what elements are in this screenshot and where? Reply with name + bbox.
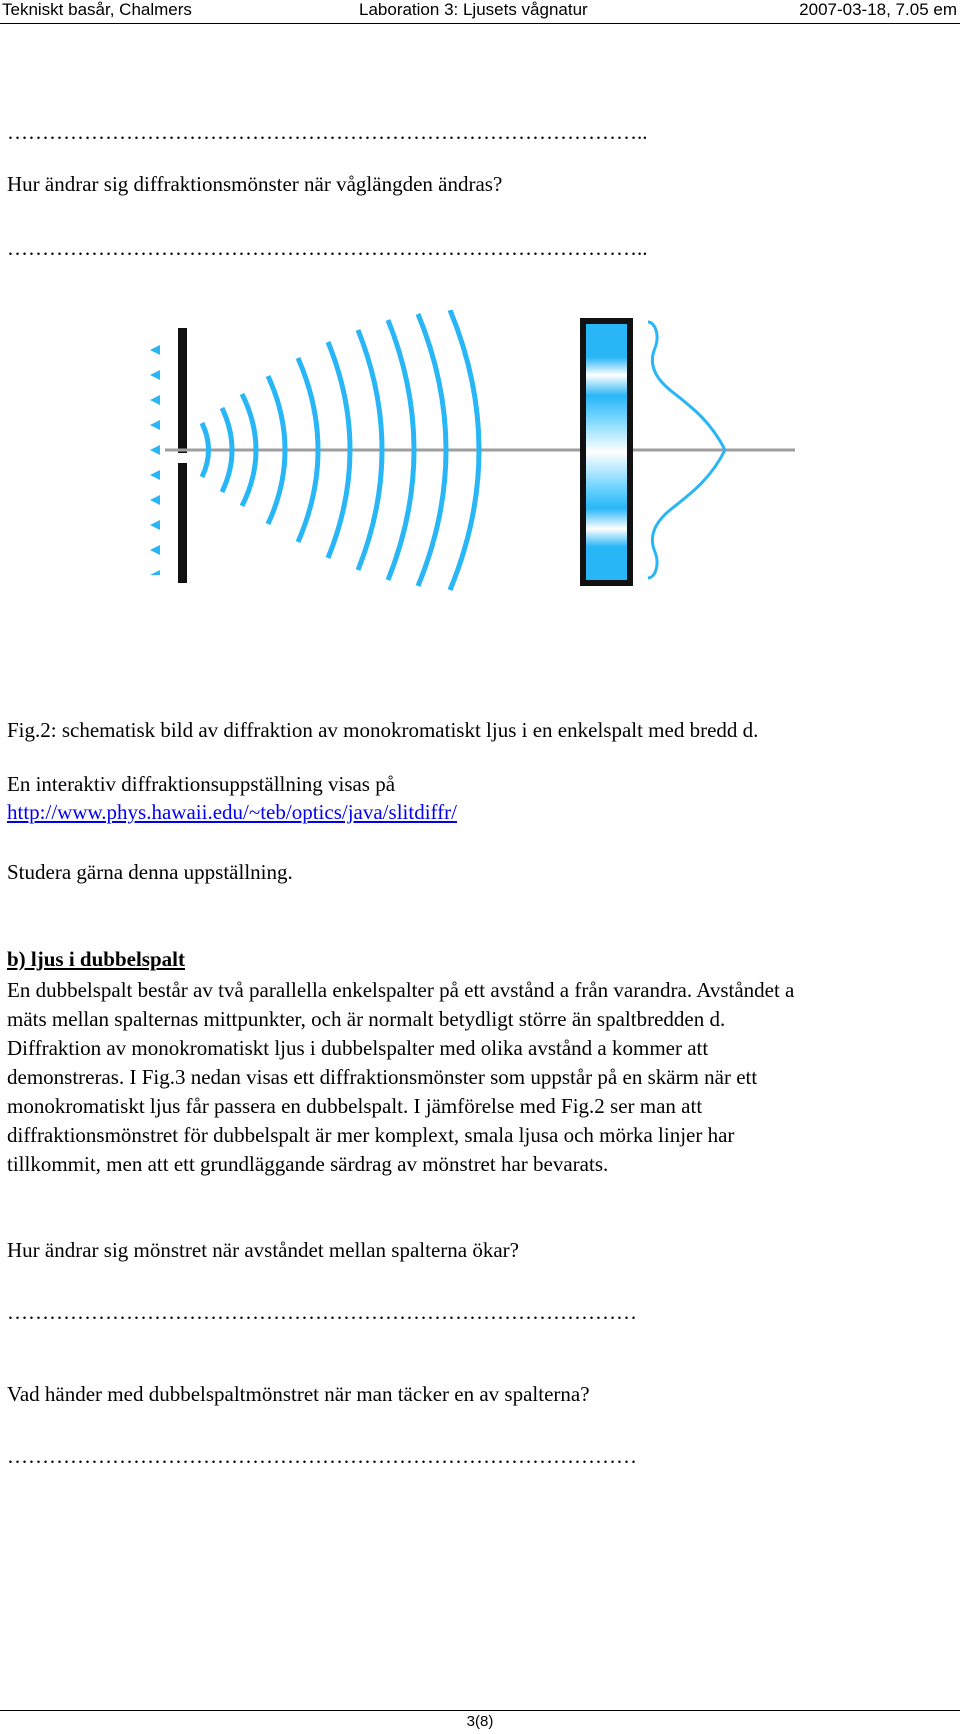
question-wavelength: Hur ändrar sig diffraktionsmönster när våglängden ändras? — [7, 172, 503, 196]
figure-caption: Fig.2: schematisk bild av diffraktion av monokromatiskt ljus i en enkelspalt med bredd d. — [7, 718, 759, 742]
answer-line: ……………………………………………………………………………….. — [7, 236, 648, 260]
section-paragraph — [7, 976, 957, 1179]
incoming-wave-arrows — [150, 345, 160, 575]
section-heading: b) ljus i dubbelspalt — [7, 947, 185, 971]
slit-barrier — [178, 328, 187, 583]
header-right: 2007-03-18, 7.05 em — [799, 0, 957, 19]
paragraph-line: monokromatiskt ljus får passera en dubbelspalt. I jämförelse med Fig.2 ser man att — [7, 1094, 703, 1118]
page-number: 3(8) — [466, 1713, 494, 1730]
screen-intensity-pattern — [580, 318, 633, 586]
diffraction-figure — [150, 310, 805, 600]
answer-line: ……………………………………………………………………………… — [7, 1444, 637, 1468]
interactive-intro: En interaktiv diffraktionsuppställning visas på — [7, 772, 396, 796]
header-rule — [0, 23, 960, 24]
study-note: Studera gärna denna uppställning. — [7, 860, 293, 884]
paragraph-line: demonstreras. I Fig.3 nedan visas ett diffraktionsmönster som uppstår på en skärm när ett — [7, 1065, 758, 1089]
paragraph-line: mäts mellan spalternas mittpunkter, och är normalt betydligt större än spaltbredden d. — [7, 1007, 726, 1031]
simulation-link[interactable]: http://www.phys.hawaii.edu/~teb/optics/java/slitdiffr/ — [7, 800, 457, 824]
header-center: Laboration 3: Ljusets vågnatur — [359, 0, 588, 19]
paragraph-line: En dubbelspalt består av två parallella enkelspalter på ett avstånd a från varandra. Avståndet a — [7, 978, 795, 1002]
diffraction-figure-svg — [150, 310, 805, 600]
question-cover-slit: Vad händer med dubbelspaltmönstret när man täcker en av spalterna? — [7, 1382, 590, 1406]
paragraph-line: diffraktionsmönstret för dubbelspalt är mer komplext, smala ljusa och mörka linjer har — [7, 1123, 735, 1147]
paragraph-line: Diffraktion av monokromatiskt ljus i dubbelspalter med olika avstånd a kommer att — [7, 1036, 709, 1060]
question-slit-distance: Hur ändrar sig mönstret när avståndet mellan spalterna ökar? — [7, 1238, 519, 1262]
header-left: Tekniskt basår, Chalmers — [2, 0, 192, 19]
answer-line: ……………………………………………………………………………… — [7, 1300, 637, 1324]
footer-rule — [0, 1710, 960, 1711]
answer-line: ……………………………………………………………………………….. — [7, 120, 648, 144]
page-header — [0, 0, 960, 24]
paragraph-line: tillkommit, men att ett grundläggande särdrag av mönstret har bevarats. — [7, 1152, 609, 1176]
